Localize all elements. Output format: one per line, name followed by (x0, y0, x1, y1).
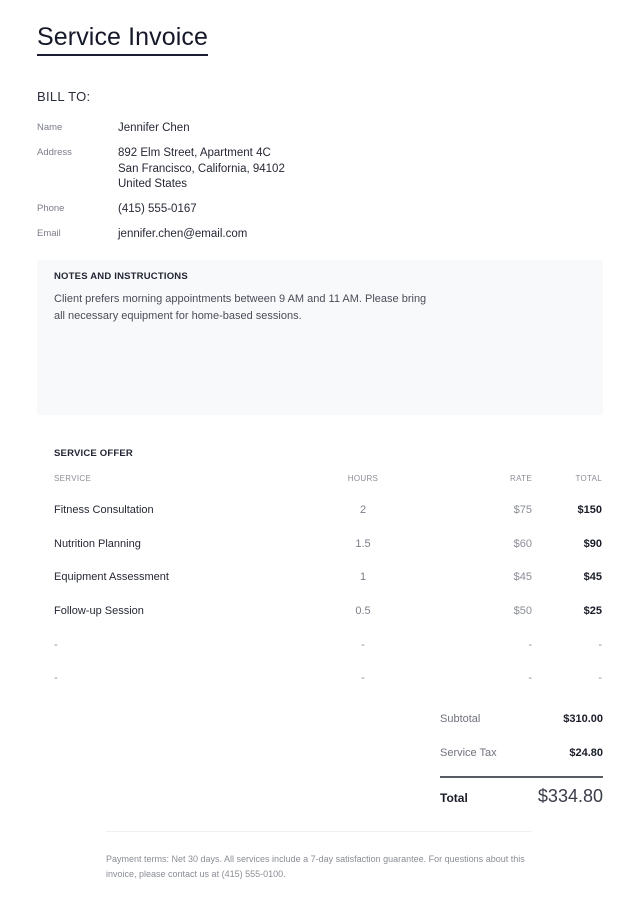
table-row-empty (54, 642, 602, 685)
totals-section (440, 713, 603, 807)
field-value (118, 146, 285, 193)
address-line-1: 892 Elm Street, Apartment 4C (118, 147, 271, 159)
total-cell: $90 (583, 537, 602, 550)
total-amount: $334.80 (537, 786, 603, 806)
field-value (118, 202, 197, 218)
rate-cell: $50 (513, 605, 532, 618)
total-cell: - (598, 638, 602, 651)
total-label: Total (440, 791, 468, 805)
field-phone (37, 202, 597, 218)
field-label: Phone (37, 203, 65, 214)
address-line-2: San Francisco, California, 94102 (118, 162, 285, 175)
service-cell: Fitness Consultation (54, 504, 154, 516)
table-row (54, 474, 602, 516)
field-name (37, 121, 597, 137)
field-value (118, 121, 190, 137)
total-cell: - (598, 672, 602, 685)
rate-cell: - (528, 638, 532, 651)
field-email (37, 227, 597, 243)
page-title: Service Invoice (37, 22, 208, 56)
service-cell: - (54, 638, 58, 651)
subtotal-label: Subtotal (440, 713, 481, 725)
service-cell: Equipment Assessment (54, 571, 169, 584)
hours-cell: 0.5 (355, 605, 371, 618)
table-row-empty (54, 609, 602, 651)
service-table (54, 474, 602, 685)
rate-cell: $75 (513, 504, 532, 516)
table-row (54, 575, 602, 618)
field-label: Email (37, 228, 61, 239)
hours-cell: 1.5 (355, 537, 371, 550)
subtotal-row (440, 713, 603, 747)
email-value: jennifer.chen@email.com (118, 228, 248, 240)
total-cell: $25 (583, 605, 602, 618)
bill-to-heading: BILL TO: (37, 89, 91, 104)
column-header-service: SERVICE (54, 474, 92, 483)
invoice-header (37, 22, 208, 56)
rate-cell: $45 (513, 571, 532, 584)
column-header-total: TOTAL (575, 474, 602, 483)
tax-label: Service Tax (440, 746, 497, 759)
rate-cell: $60 (513, 537, 532, 550)
footer-divider (106, 831, 532, 832)
hours-cell: - (361, 672, 365, 685)
column-header-hours: HOURS (347, 474, 379, 483)
column-header-rate: RATE (510, 474, 532, 483)
hours-cell: 1 (359, 571, 367, 584)
hours-cell: 2 (359, 504, 367, 516)
field-value (118, 227, 247, 243)
rate-cell: - (528, 672, 532, 685)
tax-amount: $24.80 (569, 746, 603, 759)
field-label: Name (37, 122, 63, 133)
table-row (54, 541, 602, 584)
payment-terms: Payment terms: Net 30 days. All services include a 7-day satisfaction guarantee. For questions about this invoice, please contact us at (415) 555-0100. (106, 854, 525, 879)
phone-value: (415) 555-0167 (118, 203, 197, 215)
name-value: Jennifer Chen (118, 122, 190, 134)
totals-divider (440, 776, 603, 778)
notes-section (37, 260, 603, 415)
notes-heading: NOTES AND INSTRUCTIONS (54, 271, 188, 282)
hours-cell: - (361, 638, 365, 651)
service-offer-heading: SERVICE OFFER (54, 448, 133, 459)
service-cell: Nutrition Planning (54, 537, 141, 550)
notes-body: Client prefers morning appointments between 9 AM and 11 AM. Please bring all necessary equipment for home-based sessions. (54, 293, 427, 322)
subtotal-amount: $310.00 (563, 713, 603, 725)
total-row (440, 786, 603, 807)
field-address (37, 146, 597, 193)
total-cell: $45 (583, 571, 602, 584)
service-cell: - (54, 672, 58, 685)
service-cell: Follow-up Session (54, 605, 144, 618)
table-row (54, 508, 602, 550)
total-cell: $150 (577, 504, 602, 516)
field-label: Address (37, 147, 72, 158)
address-line-3: United States (118, 178, 188, 190)
tax-row (440, 747, 603, 781)
